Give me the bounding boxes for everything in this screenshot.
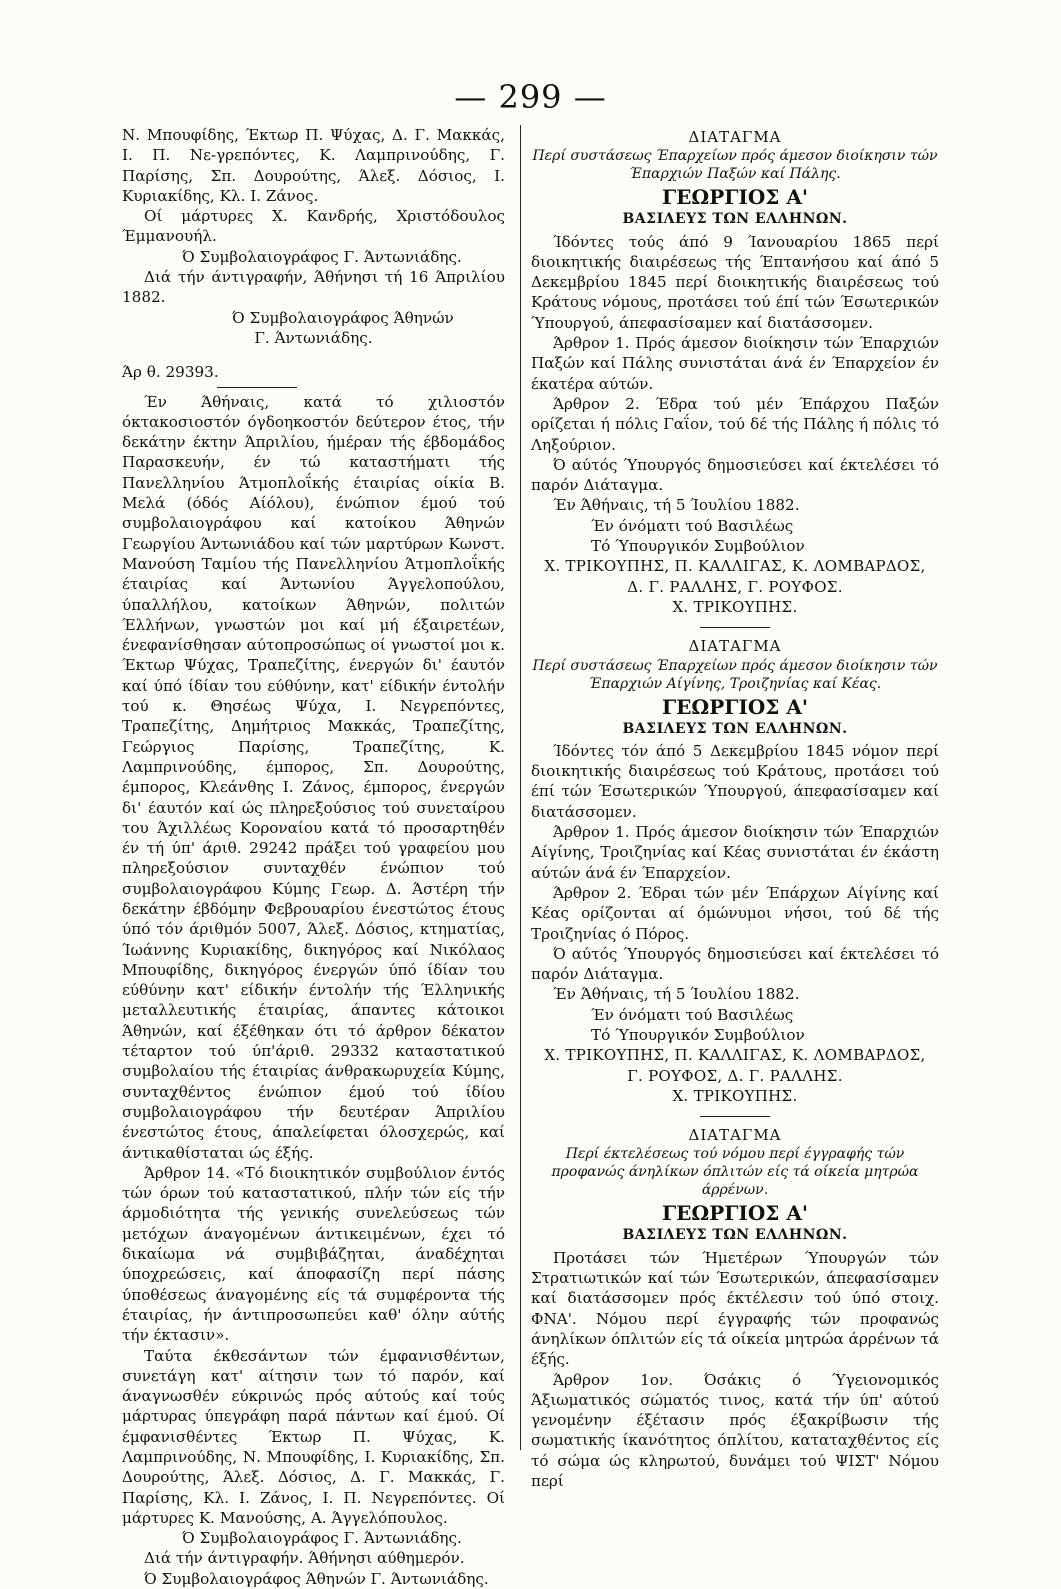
decree-subtitle: Περί συστάσεως Έπαρχείων πρός άμεσον διοίκησιν τών Έπαρχιών Αίγίνης, Τροιζηνίας καί Κέας. bbox=[532, 657, 938, 692]
signatures: Χ. ΤΡΙΚΟΥΠΗΣ, Π. ΚΑΛΛΙΓΑΣ, Κ. ΛΟΜΒΑΡΔΟΣ, bbox=[544, 1046, 926, 1065]
decree-article: Άρθρον 2. Έδρα τού μέν Έπάρχου Παξών ορίζεται ή πόλις Γαΐον, τού δέ τής Πάλης ή πόλις τό Ληξούριον. bbox=[531, 394, 939, 454]
signatures: Χ. ΤΡΙΚΟΥΠΗΣ, Π. ΚΑΛΛΙΓΑΣ, Κ. ΛΟΜΒΑΡΔΟΣ, bbox=[544, 557, 926, 576]
decree-preamble: Ίδόντες τόν άπό 5 Δεκεμβρίου 1845 νόμον περί διοικητικής διαιρέσεως τού Κράτους, προτάσει τού έπί τών Έσωτερικών Ύπουργού, άπεφασίσαμεν καί διατάσσομεν. bbox=[531, 741, 939, 821]
council: Τό Ύπουργικόν Συμβούλιον bbox=[591, 1025, 805, 1044]
king-name: ΓΕΩΡΓΙΟΣ Α' bbox=[661, 694, 808, 719]
council: Τό Ύπουργικόν Συμβούλιον bbox=[591, 537, 805, 556]
decree-execution: Ό αύτός Ύπουργός δημοσιεύσει καί έκτελέσει τό παρόν Διάταγμα. bbox=[531, 944, 939, 984]
king-title: ΒΑΣΙΛΕΥΣ ΤΩΝ ΕΛΛΗΝΩΝ. bbox=[622, 1227, 848, 1244]
signatories: Ν. Μπουφίδης, Έκτωρ Π. Ψύχας, Δ. Γ. Μακκάς, Ι. Π. Νε-γρεπόντες, Κ. Λαμπρινούδης, Γ. Παρίσης, Σπ. Δουρούτης, Άλεξ. Δόσιος, Ι. Κυριακίδης, Κλ. Ι. Ζάνος. bbox=[122, 126, 505, 205]
notary-signature: Ό Συμβολαιογράφος Γ. Άντωνιάδης. bbox=[182, 1529, 462, 1548]
signatures: Δ. Γ. ΡΑΛΛΗΣ, Γ. ΡΟΥΦΟΣ. bbox=[627, 577, 843, 596]
king-name: ΓΕΩΡΓΙΟΣ Α' bbox=[661, 1201, 808, 1226]
signatures: Χ. ΤΡΙΚΟΥΠΗΣ. bbox=[672, 597, 798, 616]
notary-signature: Ό Συμβολαιογράφος Άθηνών Γ. Άντωνιάδης. bbox=[144, 1569, 489, 1588]
witnesses: Οί μάρτυρες Χ. Κανδρής, Χριστόδουλος Έμμανουήλ. bbox=[122, 207, 505, 246]
copy-attestation: Διά τήν άντιγραφήν, Άθήνησι τή 16 Άπριλίου 1882. bbox=[122, 268, 505, 307]
decree-separator bbox=[700, 627, 770, 628]
copy-attestation: Διά τήν άντιγραφήν. Άθήνησι αύθημερόν. bbox=[144, 1549, 465, 1568]
left-column bbox=[122, 125, 505, 1589]
decree-subtitle: Περί συστάσεως Έπαρχείων πρός άμεσον διοίκησιν τών Έπαρχιών Παξών καί Πάλης. bbox=[532, 148, 938, 183]
on-behalf: Έν όνόματι τού Βασιλέως bbox=[591, 1005, 794, 1024]
decree-article: Άρθρον 1. Πρός άμεσον διοίκησιν τών Έπαρχιών Παξών καί Πάλης συνιστάται άνά έν Έπαρχείον έν έκατέρα αύτών. bbox=[531, 334, 939, 393]
body-paragraph: Έν Άθήναις, κατά τό χιλιοστόν όκτακοσιοστόν όγδοηκοστόν δεύτερον έτος, τήν δεκάτην έκτην Άπριλίου, ήμέραν τής έβδομάδος Παρασκευήν, έν τώ καταστήματι τής Πανελληνίου Άτμοπλοΐκής έταιρίας οίκία Β. Μελά (όδός Αίόλου), ένώπιον έμού τού συμβολαιογράφου καί κατοίκου Άθηνών Γεωργίου Άντωνιάδου καί τών μαρτύρων Κωνστ. Μανούση Ταμίου τής Πανελληνίου Άτμοπλοΐκής έταιρίας καί Άντωνίου Άγγελοπούλου, ύπαλλήλου, κατοίκων Άθηνών, πολιτών Έλλήνων, γνωστών μοι καί μή έξαιρετέων, ένεφανίσθησαν αύτοπροσώπως οί γνωστοί μοι κ. Έκτωρ Ψύχας, Τραπεζίτης, ένεργών δι' έαυτόν καί ύπό ίδίαν του εύθύνην, κατ' είδικήν έντολήν τού κ. Θησέως Ψύχα, Ι. Νεγρεπόντες, Τραπεζίτης, Δημήτριος Μακκάς, Τραπεζίτης, Γεώργιος Παρίσης, Τραπεζίτης, Κ. Λαμπρινούδης, έμπορος, Σπ. Δουρούτης, έμπορος, Κλεάνθης Ι. Ζάνος, έμπορος, ένεργών δι' έαυτόν καί ώς πληρεξούσιος τού συνεταίρου του Άχιλλέως Κοροναίου κατά τό προσαρτηθέν έν τή ύπ' άριθ. 29242 πράξει τού γραφείου μου πληρεξούσιον συνταχθέν ένώπιον τού συμβολαιογράφου Κύμης Γεωρ. Δ. Άστέρη τήν δεκάτην έβδόμην Φεβρουαρίου ένεστώτος έτους ύπό τόν άριθμόν 5007, Άλεξ. Δόσιος, κτηματίας, Ίωάννης Κυριακίδης, δικηγόρος καί Νικόλαος Μπουφίδης, δικηγόρος ένεργών ύπό ίδίαν του εύθύνην κατ' είδικήν έντολήν τής Έλληνικής μεταλλευτικής έταιρίας, άπαντες κάτοικοι Άθηνών, καί έξέθηκαν ότι τό άρθρον δέκατον τέταρτον τού ύπ'άριθ. 29332 καταστατικού συμβολαίου τής έταιρίας άνθρακωρυχεία Κύμης, συνταχθέντος ένώπιον έμού τού ίδίου συμβολαιογράφου τήν δευτέραν Άπριλίου ένεστώτος έτους, άπαλείφεται όλοσχερώς, καί άντικαθίσταται ώς έξής. bbox=[122, 392, 505, 1162]
article-14: Άρθρον 14. «Τό διοικητικόν συμβούλιον έντός τών όρων τού καταστατικού, πλήν τών είς τήν άρμοδιότητα τής γενικής συνελεύσεως τών μετόχων άναγομένων άντικειμένων, έχει τό δικαίωμα νά συμβιβάζηται, άναδέχηται ύποχρεώσεις, καί άποφασίζη περί πάσης ύποθέσεως άναγομένης είς τά συμφέροντα τής έταιρίας, ήν άντιπροσωπεύει καθ' όλην αύτής τήν έκτασιν». bbox=[122, 1163, 505, 1345]
decree-heading: ΔΙΑΤΑΓΜΑ bbox=[688, 128, 782, 146]
notary-signature: Γ. Άντωνιάδης. bbox=[254, 328, 373, 347]
decree-execution: Ό αύτός Ύπουργός δημοσιεύσει καί έκτελέσει τό παρόν Διάταγμα. bbox=[531, 455, 939, 495]
notary-signature: Ό Συμβολαιογράφος Γ. Άντωνιάδης. bbox=[182, 247, 462, 266]
right-column bbox=[531, 125, 939, 1491]
decree-heading: ΔΙΑΤΑΓΜΑ bbox=[688, 637, 782, 656]
decree-article: Άρθρον 1ον. Όσάκις ό Ύγειονομικός Άξιωματικός σώματός τινος, κατά τήν ύπ' αύτού γενομένην έξέτασιν πρός έξακρίβωσιν τής σωματικής ίκανότητος όπλίτου, καταταχθέντος είς τό σώμα ώς κληρωτού, δυνάμει τού ΨΙΣΤ' Νόμου περί bbox=[531, 1370, 939, 1491]
king-title: ΒΑΣΙΛΕΥΣ ΤΩΝ ΕΛΛΗΝΩΝ. bbox=[622, 211, 848, 228]
page-number: — 299 — bbox=[454, 78, 607, 116]
decree-preamble: Ίδόντες τούς άπό 9 Ίανουαρίου 1865 περί διοικητικής διαιρέσεως τής Έπτανήσου καί άπό 5 Δεκεμβρίου 1845 περί διοικητικής διαιρέσεως τού Κράτους νόμους, προτάσει τού έπί τών Έσωτερικών Ύπουργού, άπεφασίσαμεν καί διατάσσομεν. bbox=[531, 232, 939, 332]
notary-signature: Ό Συμβολαιογράφος Άθηνών bbox=[232, 308, 454, 327]
decree-date: Έν Άθήναις, τή 5 Ίουλίου 1882. bbox=[553, 985, 800, 1004]
decree-article: Άρθρον 2. Έδραι τών μέν Έπάρχων Αίγίνης καί Κέας ορίζονται αί όμώνυμοι νήσοι, τού δέ τής Τροιζηνίας ό Πόρος. bbox=[531, 883, 939, 943]
decree-preamble: Προτάσει τών Ήμετέρων Ύπουργών τών Στρατιωτικών καί τών Έσωτερικών, άπεφασίσαμεν καί διατάσσομεν πρός έκτέλεσιν τού ύπό στοιχ. ΦΝΑ'. Νόμου περί έγγραφής τών προφανώς άνηλίκων όπλιτών είς τά οίκεία μητρώα άρρένων τά έξής. bbox=[531, 1248, 939, 1369]
act-number: Άρ θ. 29393. bbox=[122, 363, 219, 382]
decree-separator bbox=[700, 1116, 770, 1117]
decree-date: Έν Άθήναις, τή 5 Ίουλίου 1882. bbox=[553, 496, 800, 515]
closing-paragraph: Ταύτα έκθεσάντων τών έμφανισθέντων, συνετάγη κατ' αίτησιν των τό παρόν, καί άναγνωσθέν εύκρινώς πρός αύτούς καί τούς μάρτυρας ύπεγράφη παρά πάντων καί έμού. Οί έμφανισθέντες Έκτωρ Π. Ψύχας, Κ. Λαμπρινούδης, Ν. Μπουφίδης, Ι. Κυριακίδης, Σπ. Δουρούτης, Άλεξ. Δόσιος, Δ. Γ. Μακκάς, Γ. Παρίσης, Κλ. Ι. Ζάνος, Ι. Π. Νεγρεπόντες. Οί μάρτυρες Κ. Μανούσης, Α. Άγγελόπουλος. bbox=[122, 1346, 505, 1527]
king-title: ΒΑΣΙΛΕΥΣ ΤΩΝ ΕΛΛΗΝΩΝ. bbox=[622, 720, 848, 737]
decree-heading: ΔΙΑΤΑΓΜΑ bbox=[688, 1126, 782, 1145]
column-divider bbox=[520, 125, 521, 1450]
signatures: Γ. ΡΟΥΦΟΣ, Δ. Γ. ΡΑΛΛΗΣ. bbox=[627, 1066, 843, 1085]
section-rule bbox=[217, 387, 297, 388]
on-behalf: Έν όνόματι τού Βασιλέως bbox=[591, 516, 794, 535]
signatures: Χ. ΤΡΙΚΟΥΠΗΣ. bbox=[672, 1086, 798, 1105]
decree-article: Άρθρον 1. Πρός άμεσον διοίκησιν τών Έπαρχιών Αίγίνης, Τροιζηνίας καί Κέας συνιστάται έν έκάστη αύτών άνά έν Έπαρχείον. bbox=[531, 823, 939, 882]
king-name: ΓΕΩΡΓΙΟΣ Α' bbox=[661, 185, 808, 210]
decree-subtitle: Περί έκτελέσεως τού νόμου περί έγγραφής τών προφανώς άνηλίκων όπλιτών είς τά οίκεία μητρώα άρρένων. bbox=[551, 1146, 919, 1199]
